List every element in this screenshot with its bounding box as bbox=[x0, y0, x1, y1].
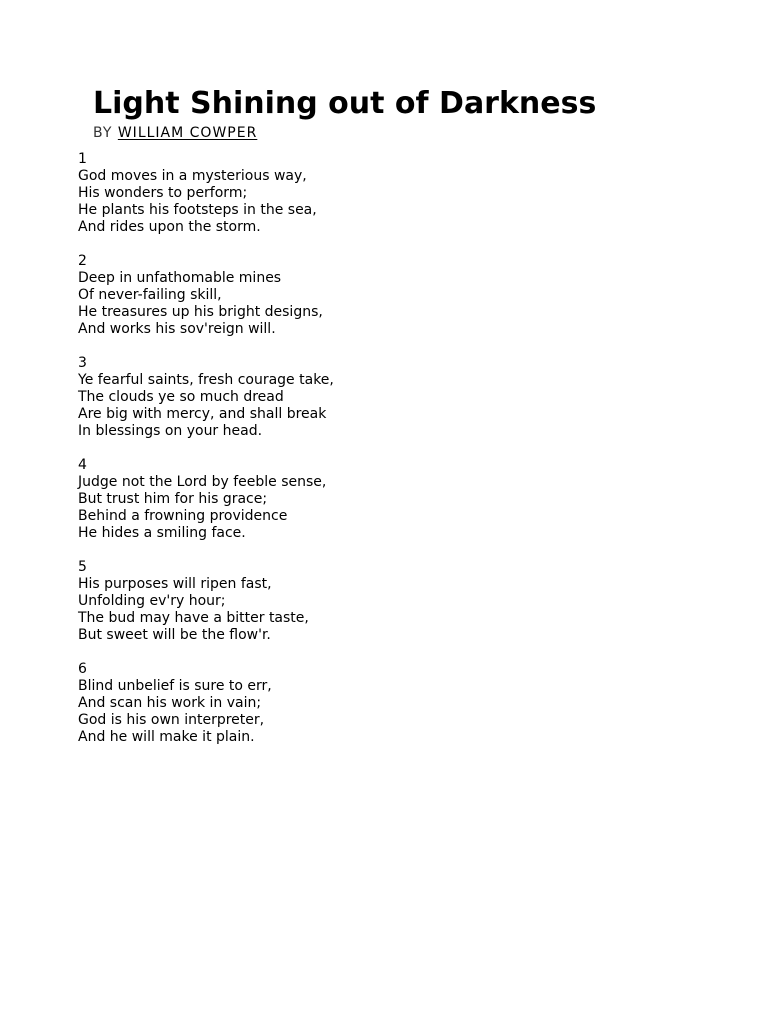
poem-line: And rides upon the storm. bbox=[78, 219, 261, 235]
poem-line: Deep in unfathomable mines bbox=[78, 270, 282, 286]
poem-line: God moves in a mysterious way, bbox=[78, 168, 307, 184]
poem-line: He plants his footsteps in the sea, bbox=[78, 202, 317, 218]
poem-line: Behind a frowning providence bbox=[78, 508, 288, 524]
byline bbox=[93, 123, 257, 143]
poem-title: Light Shining out of Darkness bbox=[93, 86, 597, 121]
poem-line: Blind unbelief is sure to err, bbox=[78, 678, 272, 694]
poem-body bbox=[78, 151, 334, 763]
poem-line: In blessings on your head. bbox=[78, 423, 263, 439]
poem-line: He hides a smiling face. bbox=[78, 525, 246, 541]
stanza-2 bbox=[78, 253, 334, 338]
stanza-number: 6 bbox=[78, 661, 87, 677]
byline-label: BY bbox=[93, 125, 113, 141]
poem-line: Of never-failing skill, bbox=[78, 287, 222, 303]
poem-line: But trust him for his grace; bbox=[78, 491, 268, 507]
poem-line: But sweet will be the flow'r. bbox=[78, 627, 271, 643]
poem-line: Ye fearful saints, fresh courage take, bbox=[78, 372, 334, 388]
stanza-1 bbox=[78, 151, 334, 236]
stanza-number: 2 bbox=[78, 253, 87, 269]
poem-line: And scan his work in vain; bbox=[78, 695, 262, 711]
poem-line: Are big with mercy, and shall break bbox=[78, 406, 327, 422]
stanza-number: 1 bbox=[78, 151, 87, 167]
poem-line: The bud may have a bitter taste, bbox=[78, 610, 309, 626]
poem-line: And he will make it plain. bbox=[78, 729, 255, 745]
poem-line: His wonders to perform; bbox=[78, 185, 248, 201]
stanza-5 bbox=[78, 559, 334, 644]
poem-line: Unfolding ev'ry hour; bbox=[78, 593, 226, 609]
poem-line: God is his own interpreter, bbox=[78, 712, 265, 728]
poem-line: Judge not the Lord by feeble sense, bbox=[78, 474, 327, 490]
stanza-4 bbox=[78, 457, 334, 542]
stanza-3 bbox=[78, 355, 334, 440]
poem-line: And works his sov'reign will. bbox=[78, 321, 276, 337]
poem-line: He treasures up his bright designs, bbox=[78, 304, 323, 320]
stanza-number: 5 bbox=[78, 559, 87, 575]
author-link[interactable]: WILLIAM COWPER bbox=[117, 125, 258, 141]
stanza-number: 3 bbox=[78, 355, 87, 371]
stanza-6 bbox=[78, 661, 334, 746]
stanza-number: 4 bbox=[78, 457, 87, 473]
poem-line: His purposes will ripen fast, bbox=[78, 576, 272, 592]
poem-line: The clouds ye so much dread bbox=[78, 389, 284, 405]
